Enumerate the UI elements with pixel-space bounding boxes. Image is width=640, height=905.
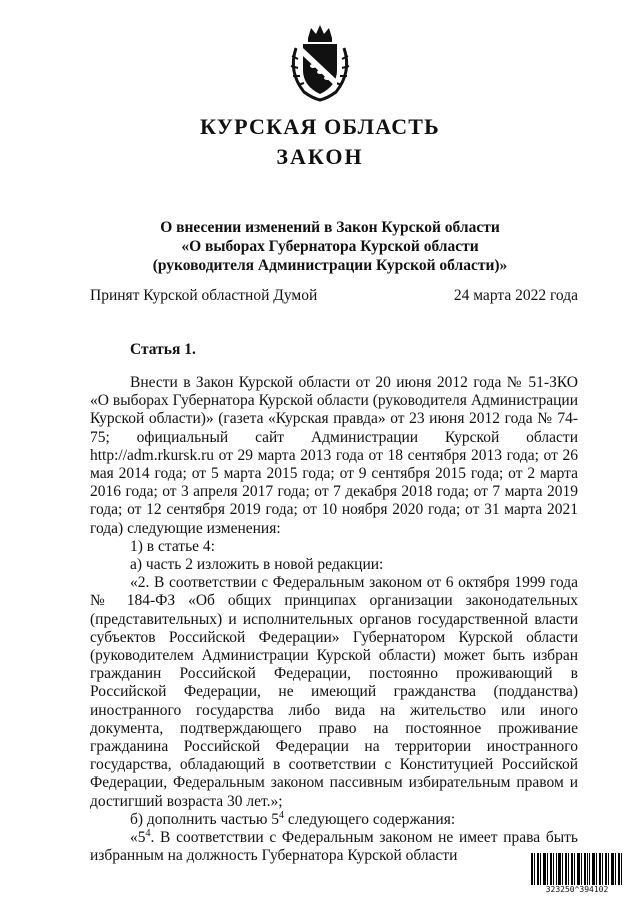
superscript: 4 [279,809,285,821]
article-heading: Статья 1. [130,341,196,358]
list-item [90,811,578,829]
barcode-number: 323250^394102 [531,885,623,894]
law-heading-line: (руководителя Администрации Курской области)» [152,257,508,274]
region-title: КУРСКАЯ ОБЛАСТЬ [200,114,440,139]
law-heading [100,218,560,275]
superscript: 4 [145,827,151,839]
document-type: ЗАКОН [276,144,364,169]
law-heading-line: «О выборах Губернатора Курской области [181,238,479,255]
quoted-text: . В соответствии с Федеральным законом не имеет права быть избранным на должность Губернатора Курской области [90,829,578,865]
list-item: а) часть 2 изложить в новой редакции: [130,556,384,574]
quoted-text: «5 [130,829,146,847]
article-body [90,374,578,865]
list-item-text: следующего содержания: [284,810,456,828]
adoption-date: 24 марта 2022 года [453,287,578,304]
law-heading-line: О внесении изменений в Закон Курской области [160,219,500,236]
list-item-text: б) дополнить частью 5 [130,810,280,828]
kursk-coat-of-arms-icon [284,22,356,102]
quoted-part-5-4 [90,829,578,865]
list-item: 1) в статье 4: [130,537,215,555]
quoted-part-2: «2. В соответствии с Федеральным законом от 6 октября 1999 года № 184-ФЗ «Об общих принципах организации законодательных (представительных) и исполнительных органов государственной власти субъектов Российской Федерации» Губернатором Курской области (руководителем Администрации Курской области) может быть избран гражданин Российской Федерации, постоянно проживающий в Российской Федерации, не имеющий гражданства (подданства) иностранного государства либо вида на жительство или иного документа, подтверждающего право на постоянное проживание гражданина Российской Федерации на территории иностранного государства, обладающий в соответствии с Конституцией Российской Федерации, Федеральным законом пассивным избирательным правом и достигший возраста 30 лет.»; [90,574,578,810]
intro-paragraph: Внести в Закон Курской области от 20 июня 2012 года № 51-ЗКО «О выборах Губернатора Курской области (руководителя Администрации Курской области)» (газета «Курская правда» от 23 июня 2012 года № 74-75; официальный сайт Администрации Курской области http://adm.rkursk.ru от 29 марта 2013 года от 18 сентября 2013 года; от 26 мая 2014 года; от 5 марта 2015 года; от 9 сентября 2015 года; от 2 марта 2016 года; от 3 апреля 2017 года; от 7 декабря 2018 года; от 7 марта 2019 года; от 12 сентября 2019 года; от 10 ноября 2020 года; от 31 марта 2021 года) следующие изменения: [90,374,578,537]
adopted-by: Принят Курской областной Думой [90,287,318,304]
